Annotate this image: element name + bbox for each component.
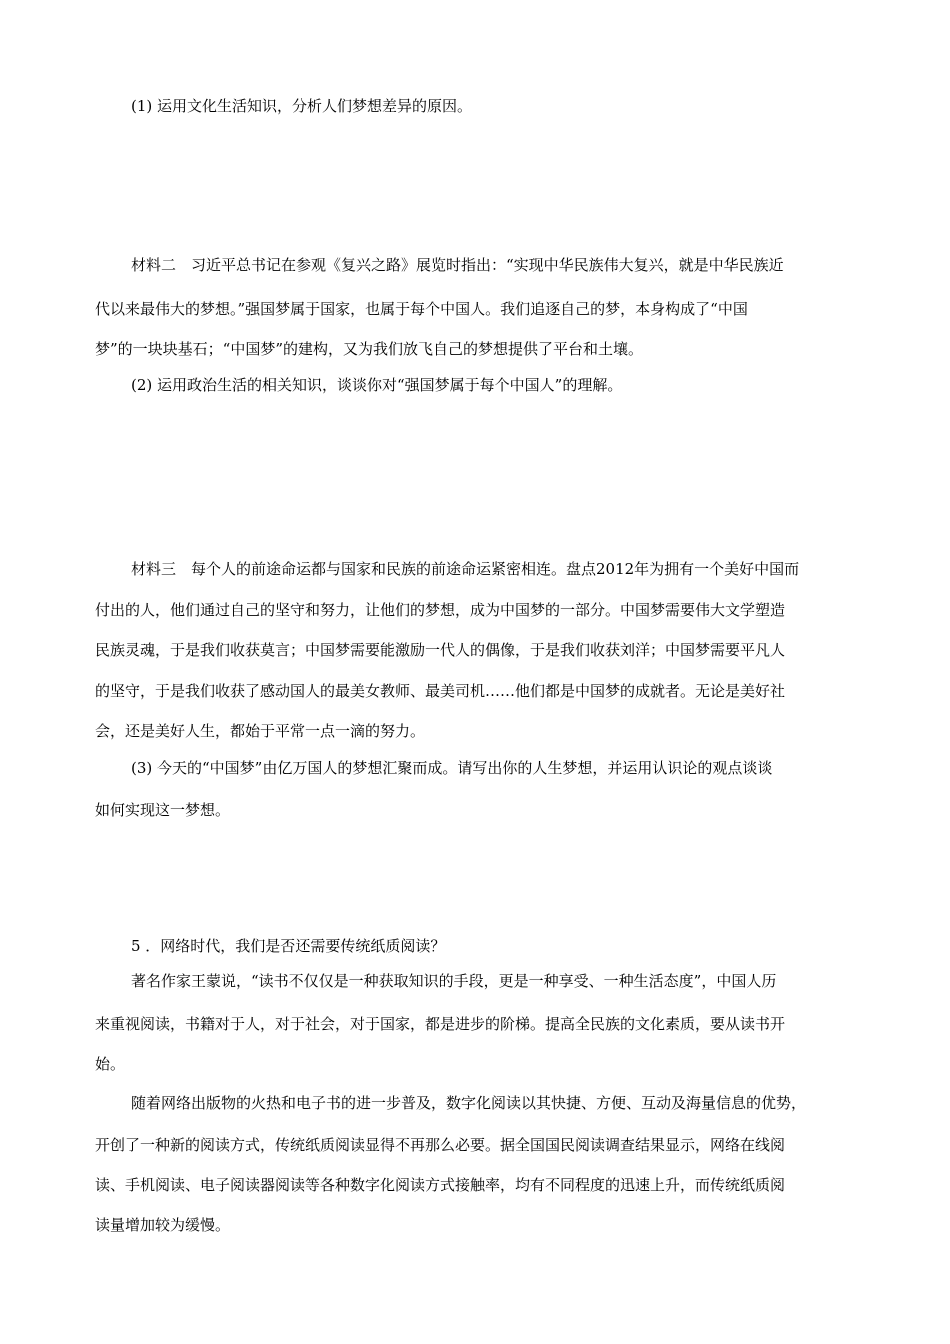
material-2-text-1: 材料二 习近平总书记在参观《复兴之路》展览时指出：“实现中华民族伟大复兴，就是中华民族近 <box>131 256 784 274</box>
q5-p1-text-2: 来重视阅读，书籍对于人，对于社会，对于国家，都是进步的阶梯。提高全民族的文化素质，要从读书开 <box>95 1015 786 1033</box>
material-3-text-5: 会，还是美好人生，都始于平常一点一滴的努力。 <box>95 722 426 740</box>
q5-p2-text-4: 读量增加较为缓慢。 <box>95 1216 231 1234</box>
question-3-text-1: (3) 今天的“中国梦”由亿万国人的梦想汇聚而成。请写出你的人生梦想，并运用认识论的观点谈谈 <box>131 759 773 777</box>
material-2-text-2: 代以来最伟大的梦想。”强国梦属于国家，也属于每个中国人。我们追逐自己的梦，本身构成了“中国 <box>95 300 748 318</box>
material-3-text-3: 民族灵魂，于是我们收获莫言；中国梦需要能激励一代人的偶像，于是我们收获刘洋；中国梦需要平凡人 <box>95 641 786 659</box>
q5-p2-text-2: 开创了一种新的阅读方式，传统纸质阅读显得不再那么必要。据全国国民阅读调查结果显示，网络在线阅 <box>95 1136 786 1154</box>
material-3-text-4: 的坚守，于是我们收获了感动国人的最美女教师、最美司机……他们都是中国梦的成就者。无论是美好社 <box>95 682 786 700</box>
question-5-title-text: 5 ．网络时代，我们是否还需要传统纸质阅读？ <box>131 937 446 955</box>
material-3-text-2: 付出的人，他们通过自己的坚守和努力，让他们的梦想，成为中国梦的一部分。中国梦需要伟大文学塑造 <box>95 601 786 619</box>
question-3-text-2: 如何实现这一梦想。 <box>95 801 231 819</box>
q5-p2-text-3: 读、手机阅读、电子阅读器阅读等各种数字化阅读方式接触率，均有不同程度的迅速上升，而传统纸质阅 <box>95 1176 786 1194</box>
q5-p2-text-1: 随着网络出版物的火热和电子书的进一步普及，数字化阅读以其快捷、方便、互动及海量信息的优势， <box>131 1094 807 1112</box>
question-1-text: (1) 运用文化生活知识，分析人们梦想差异的原因。 <box>131 97 473 115</box>
material-3-text-1: 材料三 每个人的前途命运都与国家和民族的前途命运紧密相连。盘点2012年为拥有一个美好中国而 <box>131 560 800 578</box>
q5-p1-text-1: 著名作家王蒙说，“读书不仅仅是一种获取知识的手段，更是一种享受、一种生活态度”，中国人历 <box>131 972 777 990</box>
q5-p1-text-3: 始。 <box>95 1055 126 1073</box>
question-2-text: (2) 运用政治生活的相关知识，谈谈你对“强国梦属于每个中国人”的理解。 <box>131 376 623 394</box>
material-2-text-3: 梦”的一块块基石；“中国梦”的建构，又为我们放飞自己的梦想提供了平台和土壤。 <box>95 340 644 358</box>
